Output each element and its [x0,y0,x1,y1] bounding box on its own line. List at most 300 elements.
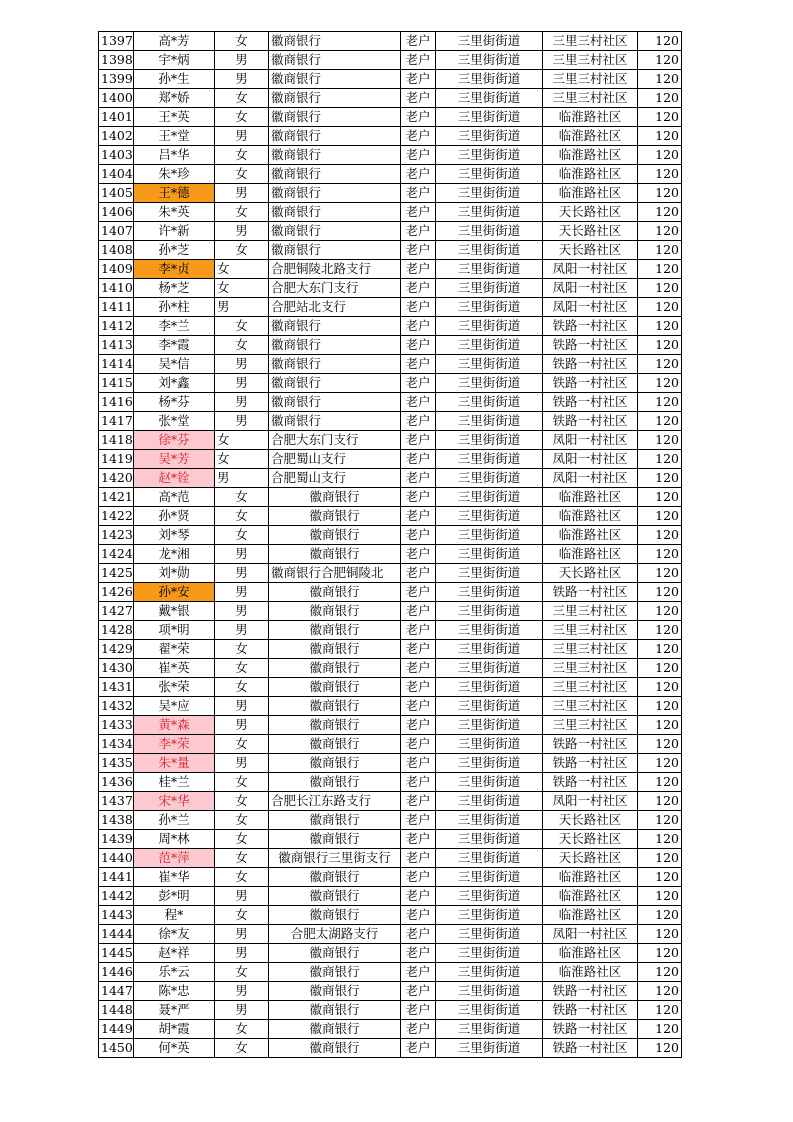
bank-cell: 徽商银行 [269,659,401,678]
name-cell: 翟*荣 [134,640,215,659]
household-type-cell: 老户 [401,507,436,526]
bank-cell: 徽商银行 [269,716,401,735]
bank-cell: 徽商银行 [269,127,401,146]
gender-cell: 男 [215,412,269,431]
bank-cell: 徽商银行 [269,241,401,260]
community-cell: 三里三村社区 [543,697,638,716]
amount-cell: 120 [638,963,682,982]
street-cell: 三里街街道 [436,982,543,1001]
street-cell: 三里街街道 [436,526,543,545]
bank-cell: 徽商银行 [269,982,401,1001]
bank-cell: 徽商银行 [269,697,401,716]
bank-cell: 徽商银行 [269,602,401,621]
table-row [99,374,682,393]
name-cell: 吴*应 [134,697,215,716]
community-cell: 凤阳一村社区 [543,260,638,279]
street-cell: 三里街街道 [436,602,543,621]
amount-cell: 120 [638,830,682,849]
community-cell: 临淮路社区 [543,545,638,564]
street-cell: 三里街街道 [436,583,543,602]
table-body [99,32,682,1058]
gender-cell: 女 [215,792,269,811]
amount-cell: 120 [638,792,682,811]
household-type-cell: 老户 [401,754,436,773]
community-cell: 天长路社区 [543,241,638,260]
amount-cell: 120 [638,944,682,963]
row-number-cell: 1429 [99,640,134,659]
street-cell: 三里街街道 [436,431,543,450]
amount-cell: 120 [638,241,682,260]
name-cell: 高*范 [134,488,215,507]
community-cell: 三里三村社区 [543,621,638,640]
household-type-cell: 老户 [401,89,436,108]
bank-cell: 徽商银行 [269,545,401,564]
bank-cell: 徽商银行 [269,906,401,925]
name-cell: 杨*芝 [134,279,215,298]
bank-cell: 徽商银行 [269,1039,401,1058]
table-row [99,184,682,203]
name-cell: 王*英 [134,108,215,127]
community-cell: 三里三村社区 [543,659,638,678]
row-number-cell: 1403 [99,146,134,165]
street-cell: 三里街街道 [436,697,543,716]
amount-cell: 120 [638,32,682,51]
name-cell: 胡*霞 [134,1020,215,1039]
street-cell: 三里街街道 [436,127,543,146]
street-cell: 三里街街道 [436,906,543,925]
amount-cell: 120 [638,1020,682,1039]
table-row [99,336,682,355]
amount-cell: 120 [638,222,682,241]
table-row [99,51,682,70]
bank-cell: 徽商银行 [269,887,401,906]
bank-cell: 徽商银行 [269,412,401,431]
household-type-cell: 老户 [401,640,436,659]
amount-cell: 120 [638,659,682,678]
table-row [99,754,682,773]
table-row [99,716,682,735]
name-cell: 何*英 [134,1039,215,1058]
bank-cell: 徽商银行 [269,488,401,507]
household-type-cell: 老户 [401,716,436,735]
table-row [99,1001,682,1020]
row-number-cell: 1427 [99,602,134,621]
amount-cell: 120 [638,184,682,203]
bank-cell: 徽商银行 [269,374,401,393]
table-row [99,583,682,602]
name-cell: 宋*华 [134,792,215,811]
row-number-cell: 1408 [99,241,134,260]
community-cell: 铁路一村社区 [543,412,638,431]
amount-cell: 120 [638,906,682,925]
household-type-cell: 老户 [401,849,436,868]
amount-cell: 120 [638,925,682,944]
table-row [99,792,682,811]
table-row [99,260,682,279]
amount-cell: 120 [638,545,682,564]
amount-cell: 120 [638,108,682,127]
name-cell: 孙*贤 [134,507,215,526]
community-cell: 铁路一村社区 [543,1020,638,1039]
amount-cell: 120 [638,412,682,431]
row-number-cell: 1411 [99,298,134,317]
gender-cell: 女 [215,678,269,697]
community-cell: 铁路一村社区 [543,773,638,792]
amount-cell: 120 [638,393,682,412]
row-number-cell: 1436 [99,773,134,792]
street-cell: 三里街街道 [436,773,543,792]
street-cell: 三里街街道 [436,488,543,507]
name-cell: 刘*琴 [134,526,215,545]
table-row [99,773,682,792]
household-type-cell: 老户 [401,108,436,127]
table-row [99,469,682,488]
street-cell: 三里街街道 [436,51,543,70]
bank-cell: 徽商银行 [269,108,401,127]
bank-cell: 徽商银行 [269,165,401,184]
household-type-cell: 老户 [401,203,436,222]
household-type-cell: 老户 [401,279,436,298]
community-cell: 三里三村社区 [543,89,638,108]
name-cell: 王*堂 [134,127,215,146]
gender-cell: 女 [215,108,269,127]
community-cell: 临淮路社区 [543,165,638,184]
household-type-cell: 老户 [401,412,436,431]
bank-cell: 合肥蜀山支行 [269,450,401,469]
gender-cell: 女 [215,868,269,887]
gender-cell: 男 [215,545,269,564]
gender-cell: 男 [215,925,269,944]
name-cell: 徐*芬 [134,431,215,450]
household-type-cell: 老户 [401,184,436,203]
bank-cell: 徽商银行 [269,51,401,70]
gender-cell: 女 [215,735,269,754]
bank-cell: 徽商银行 [269,203,401,222]
row-number-cell: 1410 [99,279,134,298]
household-type-cell: 老户 [401,1001,436,1020]
street-cell: 三里街街道 [436,393,543,412]
bank-cell: 徽商银行 [269,735,401,754]
street-cell: 三里街街道 [436,963,543,982]
household-type-cell: 老户 [401,222,436,241]
table-row [99,545,682,564]
street-cell: 三里街街道 [436,925,543,944]
bank-cell: 徽商银行 [269,32,401,51]
name-cell: 宇*炳 [134,51,215,70]
street-cell: 三里街街道 [436,849,543,868]
community-cell: 铁路一村社区 [543,393,638,412]
bank-cell: 徽商银行 [269,222,401,241]
community-cell: 凤阳一村社区 [543,792,638,811]
row-number-cell: 1404 [99,165,134,184]
community-cell: 三里三村社区 [543,602,638,621]
household-type-cell: 老户 [401,127,436,146]
household-type-cell: 老户 [401,811,436,830]
bank-cell: 徽商银行 [269,944,401,963]
household-type-cell: 老户 [401,317,436,336]
household-type-cell: 老户 [401,583,436,602]
household-type-cell: 老户 [401,792,436,811]
gender-cell: 女 [215,89,269,108]
row-number-cell: 1430 [99,659,134,678]
gender-cell: 男 [215,1001,269,1020]
household-type-cell: 老户 [401,393,436,412]
street-cell: 三里街街道 [436,1039,543,1058]
table-row [99,887,682,906]
bank-cell: 徽商银行 [269,773,401,792]
name-cell: 吕*华 [134,146,215,165]
name-cell: 项*明 [134,621,215,640]
table-row [99,393,682,412]
community-cell: 临淮路社区 [543,906,638,925]
row-number-cell: 1415 [99,374,134,393]
bank-cell: 徽商银行 [269,678,401,697]
street-cell: 三里街街道 [436,89,543,108]
row-number-cell: 1450 [99,1039,134,1058]
street-cell: 三里街街道 [436,355,543,374]
community-cell: 铁路一村社区 [543,1001,638,1020]
bank-cell: 徽商银行 [269,507,401,526]
row-number-cell: 1412 [99,317,134,336]
street-cell: 三里街街道 [436,564,543,583]
community-cell: 天长路社区 [543,203,638,222]
amount-cell: 120 [638,51,682,70]
gender-cell: 女 [215,336,269,355]
name-cell: 崔*英 [134,659,215,678]
gender-cell: 女 [215,811,269,830]
row-number-cell: 1449 [99,1020,134,1039]
amount-cell: 120 [638,564,682,583]
name-cell: 张*荣 [134,678,215,697]
bank-cell: 合肥太湖路支行 [269,925,401,944]
name-cell: 孙*安 [134,583,215,602]
household-type-cell: 老户 [401,260,436,279]
street-cell: 三里街街道 [436,678,543,697]
table-row [99,849,682,868]
table-row [99,412,682,431]
row-number-cell: 1447 [99,982,134,1001]
amount-cell: 120 [638,640,682,659]
bank-cell: 徽商银行 [269,621,401,640]
street-cell: 三里街街道 [436,887,543,906]
bank-cell: 徽商银行 [269,146,401,165]
name-cell: 郑*娇 [134,89,215,108]
row-number-cell: 1419 [99,450,134,469]
row-number-cell: 1399 [99,70,134,89]
street-cell: 三里街街道 [436,336,543,355]
table-row [99,564,682,583]
gender-cell: 女 [215,640,269,659]
row-number-cell: 1431 [99,678,134,697]
street-cell: 三里街街道 [436,165,543,184]
bank-cell: 徽商银行 [269,754,401,773]
gender-cell: 男 [215,298,269,317]
street-cell: 三里街街道 [436,108,543,127]
bank-cell: 徽商银行 [269,583,401,602]
name-cell: 孙*兰 [134,811,215,830]
bank-cell: 徽商银行 [269,184,401,203]
table-row [99,165,682,184]
street-cell: 三里街街道 [436,222,543,241]
row-number-cell: 1441 [99,868,134,887]
household-type-cell: 老户 [401,982,436,1001]
row-number-cell: 1445 [99,944,134,963]
row-number-cell: 1421 [99,488,134,507]
row-number-cell: 1402 [99,127,134,146]
gender-cell: 女 [215,431,269,450]
amount-cell: 120 [638,773,682,792]
household-type-cell: 老户 [401,830,436,849]
street-cell: 三里街街道 [436,70,543,89]
amount-cell: 120 [638,754,682,773]
gender-cell: 女 [215,526,269,545]
table-row [99,602,682,621]
table-row [99,697,682,716]
gender-cell: 男 [215,754,269,773]
row-number-cell: 1406 [99,203,134,222]
community-cell: 凤阳一村社区 [543,431,638,450]
table-row [99,1039,682,1058]
amount-cell: 120 [638,982,682,1001]
household-type-cell: 老户 [401,241,436,260]
table-row [99,431,682,450]
gender-cell: 女 [215,906,269,925]
table-row [99,108,682,127]
gender-cell: 男 [215,697,269,716]
street-cell: 三里街街道 [436,374,543,393]
bank-cell: 合肥大东门支行 [269,279,401,298]
gender-cell: 女 [215,488,269,507]
gender-cell: 女 [215,830,269,849]
gender-cell: 女 [215,849,269,868]
gender-cell: 女 [215,165,269,184]
table-row [99,89,682,108]
amount-cell: 120 [638,317,682,336]
community-cell: 三里三村社区 [543,678,638,697]
name-cell: 彭*明 [134,887,215,906]
row-number-cell: 1413 [99,336,134,355]
street-cell: 三里街街道 [436,260,543,279]
amount-cell: 120 [638,868,682,887]
street-cell: 三里街街道 [436,146,543,165]
amount-cell: 120 [638,70,682,89]
household-type-cell: 老户 [401,735,436,754]
amount-cell: 120 [638,507,682,526]
name-cell: 陈*忠 [134,982,215,1001]
amount-cell: 120 [638,526,682,545]
household-type-cell: 老户 [401,944,436,963]
row-number-cell: 1405 [99,184,134,203]
community-cell: 铁路一村社区 [543,374,638,393]
street-cell: 三里街街道 [436,545,543,564]
amount-cell: 120 [638,887,682,906]
community-cell: 天长路社区 [543,564,638,583]
gender-cell: 男 [215,944,269,963]
name-cell: 范*萍 [134,849,215,868]
household-type-cell: 老户 [401,374,436,393]
street-cell: 三里街街道 [436,507,543,526]
table-row [99,203,682,222]
row-number-cell: 1422 [99,507,134,526]
row-number-cell: 1426 [99,583,134,602]
bank-cell: 徽商银行三里街支行 [269,849,401,868]
household-type-cell: 老户 [401,526,436,545]
household-type-cell: 老户 [401,488,436,507]
gender-cell: 男 [215,564,269,583]
row-number-cell: 1416 [99,393,134,412]
community-cell: 铁路一村社区 [543,336,638,355]
household-type-cell: 老户 [401,602,436,621]
street-cell: 三里街街道 [436,754,543,773]
name-cell: 崔*华 [134,868,215,887]
community-cell: 天长路社区 [543,811,638,830]
community-cell: 三里三村社区 [543,32,638,51]
street-cell: 三里街街道 [436,1001,543,1020]
household-type-cell: 老户 [401,298,436,317]
street-cell: 三里街街道 [436,184,543,203]
household-type-cell: 老户 [401,70,436,89]
bank-cell: 徽商银行合肥铜陵北 [269,564,401,583]
table-row [99,944,682,963]
amount-cell: 120 [638,146,682,165]
household-type-cell: 老户 [401,925,436,944]
row-number-cell: 1428 [99,621,134,640]
household-type-cell: 老户 [401,165,436,184]
data-table [98,31,682,1058]
bank-cell: 徽商银行 [269,70,401,89]
community-cell: 临淮路社区 [543,963,638,982]
amount-cell: 120 [638,89,682,108]
household-type-cell: 老户 [401,621,436,640]
gender-cell: 男 [215,602,269,621]
community-cell: 临淮路社区 [543,868,638,887]
community-cell: 三里三村社区 [543,70,638,89]
table-row [99,963,682,982]
bank-cell: 徽商银行 [269,393,401,412]
household-type-cell: 老户 [401,450,436,469]
row-number-cell: 1448 [99,1001,134,1020]
community-cell: 天长路社区 [543,222,638,241]
street-cell: 三里街街道 [436,811,543,830]
row-number-cell: 1437 [99,792,134,811]
row-number-cell: 1433 [99,716,134,735]
row-number-cell: 1432 [99,697,134,716]
amount-cell: 120 [638,716,682,735]
table-row [99,241,682,260]
table-row [99,735,682,754]
community-cell: 凤阳一村社区 [543,450,638,469]
name-cell: 刘*鑫 [134,374,215,393]
name-cell: 赵*铨 [134,469,215,488]
community-cell: 凤阳一村社区 [543,279,638,298]
bank-cell: 合肥站北支行 [269,298,401,317]
bank-cell: 合肥大东门支行 [269,431,401,450]
gender-cell: 女 [215,450,269,469]
community-cell: 临淮路社区 [543,887,638,906]
gender-cell: 女 [215,1020,269,1039]
gender-cell: 女 [215,32,269,51]
table-row [99,659,682,678]
street-cell: 三里街街道 [436,32,543,51]
household-type-cell: 老户 [401,697,436,716]
household-type-cell: 老户 [401,1039,436,1058]
amount-cell: 120 [638,355,682,374]
gender-cell: 男 [215,716,269,735]
household-type-cell: 老户 [401,659,436,678]
community-cell: 凤阳一村社区 [543,925,638,944]
gender-cell: 男 [215,374,269,393]
household-type-cell: 老户 [401,1020,436,1039]
